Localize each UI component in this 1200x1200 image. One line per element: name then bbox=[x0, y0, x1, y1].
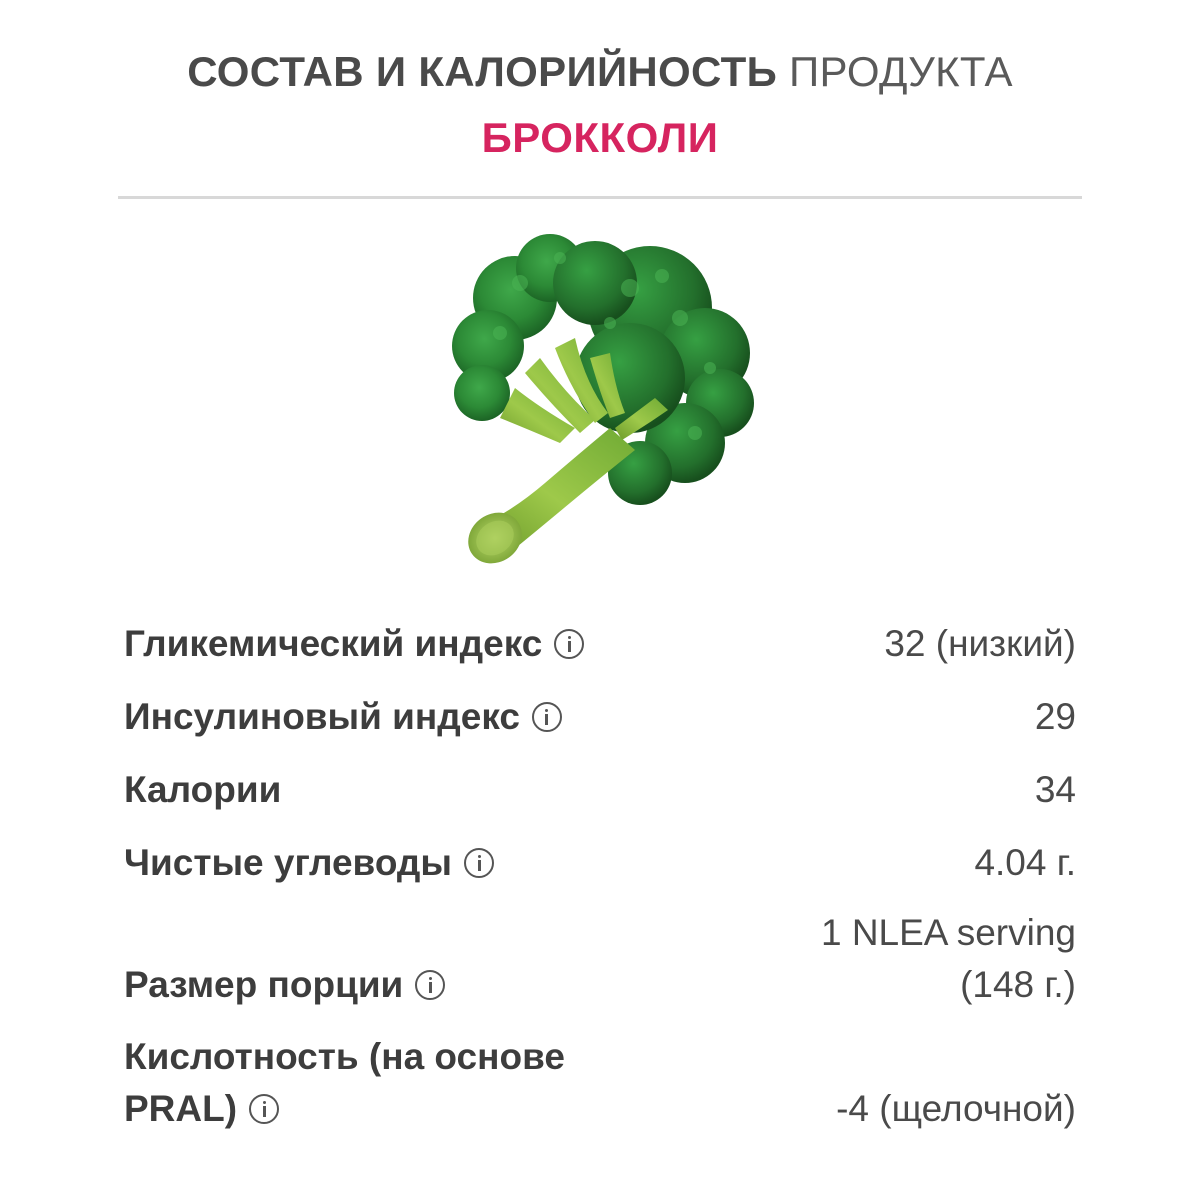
row-value: -4 (щелочной) bbox=[836, 1088, 1076, 1129]
row-label: Инсулиновый индекс bbox=[124, 696, 520, 737]
row-insulin-index bbox=[124, 670, 1076, 743]
info-icon[interactable] bbox=[554, 629, 584, 659]
info-icon[interactable] bbox=[415, 970, 445, 1000]
info-icon[interactable] bbox=[249, 1094, 279, 1124]
row-value: 34 bbox=[1034, 769, 1076, 810]
row-label: Чистые углеводы bbox=[124, 842, 453, 883]
row-label: Гликемический индекс bbox=[124, 623, 543, 664]
row-label-line2: PRAL) bbox=[124, 1088, 238, 1129]
row-value-line2: (148 г.) bbox=[960, 964, 1076, 1005]
page-title bbox=[0, 42, 1200, 102]
product-name: БРОККОЛИ bbox=[481, 114, 719, 161]
nutrition-table bbox=[124, 600, 1076, 1135]
broccoli-icon bbox=[440, 228, 770, 573]
info-icon[interactable] bbox=[464, 848, 494, 878]
row-serving-size bbox=[124, 889, 1076, 1011]
row-label: Размер порции bbox=[124, 964, 404, 1005]
row-glycemic-index bbox=[124, 600, 1076, 670]
row-acidity bbox=[124, 1011, 1076, 1135]
row-value: 32 (низкий) bbox=[884, 623, 1076, 664]
row-calories bbox=[124, 743, 1076, 816]
row-label: Калории bbox=[124, 769, 282, 810]
row-value-line1: 1 NLEA serving bbox=[820, 912, 1076, 953]
row-label-line1: Кислотность (на основе bbox=[124, 1036, 565, 1077]
info-icon[interactable] bbox=[532, 702, 562, 732]
row-net-carbs bbox=[124, 816, 1076, 889]
title-bold: СОСТАВ И КАЛОРИЙНОСТЬ bbox=[187, 48, 778, 95]
divider bbox=[118, 196, 1082, 199]
header bbox=[0, 42, 1200, 168]
row-value: 4.04 г. bbox=[974, 842, 1076, 883]
row-value: 29 bbox=[1034, 696, 1076, 737]
title-light: ПРОДУКТА bbox=[789, 48, 1013, 95]
